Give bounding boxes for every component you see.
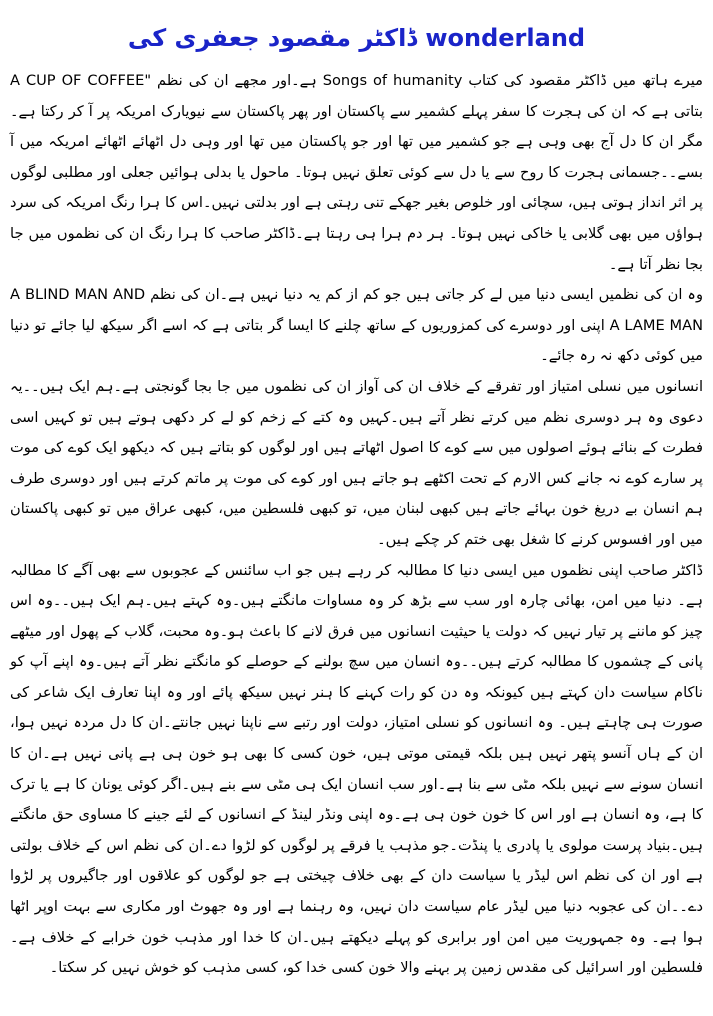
paragraph: میرے ہاتھ میں ڈاکٹر مقصود کی کتاب Songs of humanity ہے۔اور مجھے ان کی نظم "A CUP OF COFFEE بتاتی ہے کہ ان کی ہجرت کا سفر پہلے کشمیر سے پاکستان اور پھر پاکستان سے نیویارک امریکہ پر آ کر رکتا ہے۔مگر ان کا دل آج بھی وہی ہے جو کشمیر میں تھا اور جو پاکستان میں تھا اور وہی دل اٹھائے اٹھائے امریکہ میں آ بسے۔۔جسمانی ہجرت کا روح سے یا دل سے کوئی تعلق نہیں ہوتا۔ ماحول یا بدلی ہوائیں جعلی اور مطلبی لوگوں پر اثر انداز ہوتی ہیں، سچائی اور خلوص بغیر جھکے تنی رہتی ہے اور بدلتی نہیں۔اس کا ہرا رنگ امریکہ کی سرد ہواؤں میں بھی گلابی یا خاکی نہیں ہوتا۔ ہر دم ہرا ہی رہتا ہے۔ڈاکٹر صاحب کا ہرا رنگ ان کی نظموں میں جا بجا نظر آتا ہے۔ [10,72,703,273]
article-body [10,66,703,984]
paragraph: وہ ان کی نظمیں ایسی دنیا میں لے کر جاتی ہیں جو کم از کم یہ دنیا نہیں ہے۔ان کی نظم A BLIND MAN AND A LAME MAN اپنی اور دوسرے کی کمزوریوں کے ساتھ چلنے کا ایسا گر بتاتی ہے کہ اسے اگر سیکھ لیا جائے تو دنیا میں کوئی دکھ نہ رہ جائے۔ [10,286,703,365]
paragraph: انسانوں میں نسلی امتیاز اور تفرقے کے خلاف ان کی آواز ان کی نظموں میں جا بجا گونجتی ہے۔ہم ایک ہیں۔۔یہ دعوی وہ ہر دوسری نظم میں کرتے نظر آتے ہیں۔کہیں وہ کتے کے زخم کو لے کر دکھی ہوتے ہیں تو کہیں اسی فطرت کے بنائے ہوئے اصولوں میں سے کوے کا اصول اٹھاتے ہیں اور لوگوں کو بتاتے ہیں کہ دیکھو ایک کوے کی موت پر سارے کوے نہ جانے کس الارم کے تحت اکٹھے ہو جاتے ہیں اور کوے کی موت پر ماتم کرتے ہیں اور دوسری طرف ہم انسان بے دریغ خون بہائے جاتے ہیں کبھی لبنان میں، تو کبھی فلسطین میں، کبھی عراق میں تو کبھی پاکستان میں اور افسوس کرنے کا شغل بھی ختم کر چکے ہیں۔ [10,377,703,548]
paragraph: ڈاکٹر صاحب اپنی نظموں میں ایسی دنیا کا مطالبہ کر رہے ہیں جو اب سائنس کے عجوبوں سے بھی آگے کا مطالبہ ہے۔ دنیا میں امن، بھائی چارہ اور سب سے بڑھ کر وہ مساوات مانگتے ہیں۔وہ کہتے ہیں۔ہم ایک ہیں۔۔وہ اس چیز کو ماننے پر تیار نہیں کہ دولت یا حیثیت انسانوں میں فرق لانے کا باعث ہو۔وہ محبت، گلاب کے پھول اور میٹھے پانی کے چشموں کا مطالبہ کرتے ہیں۔۔وہ انسان میں سچ بولنے کے حوصلے کو مانگتے نظر آتے ہیں۔وہ اپنے آپ کو ناکام سیاست دان کہتے ہیں کیونکہ وہ دن کو رات کہنے کا ہنر نہیں سیکھ پائے اور وہ اپنا تعارف ایک شاعر کی صورت ہی چاہتے ہیں۔ وہ انسانوں کو نسلی امتیاز، دولت اور رتبے سے ناپنا نہیں جانتے۔ان کا دل مردہ نہیں ہوا، ان کے ہاں آنسو پتھر نہیں ہیں بلکہ قیمتی موتی ہیں، خون کسی کا بھی ہو خون ہی ہے پانی نہیں ہے۔ان کا انسان سونے سے نہیں بلکہ مٹی سے بنا ہے۔اور سب انسان ایک ہی مٹی سے بنے ہیں۔اگر کوئی یونان کا ہے یا ترک کا ہے، وہ انسان ہے اور اس کا خون خون ہی ہے۔وہ اپنی ونڈر لینڈ کے انسانوں کے لئے جینے کا مساوی حق مانگتے ہیں۔بنیاد پرست مولوی یا پادری یا پنڈت۔جو مذہب یا فرقے پر لوگوں کو لڑوا دے۔ان کی نظم اس کے خلاف بولتی ہے اور ان کی نظم اس لیڈر یا سیاست دان کے بھی خلاف چیختی ہے جو لوگوں کو علاقوں اور جاگیروں پر لڑوا دے۔۔ان کی عجوبہ دنیا میں لیڈر عام سیاست دان نہیں، وہ رہنما ہے اور وہ جھوٹ اور مکاری سے بہت اوپر اٹھا ہوا ہے۔ وہ جمہوریت میں امن اور برابری کو پہلے دیکھتے ہیں۔ان کا خدا اور مذہب خون خرابے کے خلاف ہے۔فلسطین اور اسرائیل کی مقدس زمین پر بہنے والا خون کسی خدا کو، کسی مذہب کو خوش نہیں کر سکتا۔ [10,561,703,977]
article-title: ڈاکٹر مقصود جعفری کی wonderland [127,24,586,52]
